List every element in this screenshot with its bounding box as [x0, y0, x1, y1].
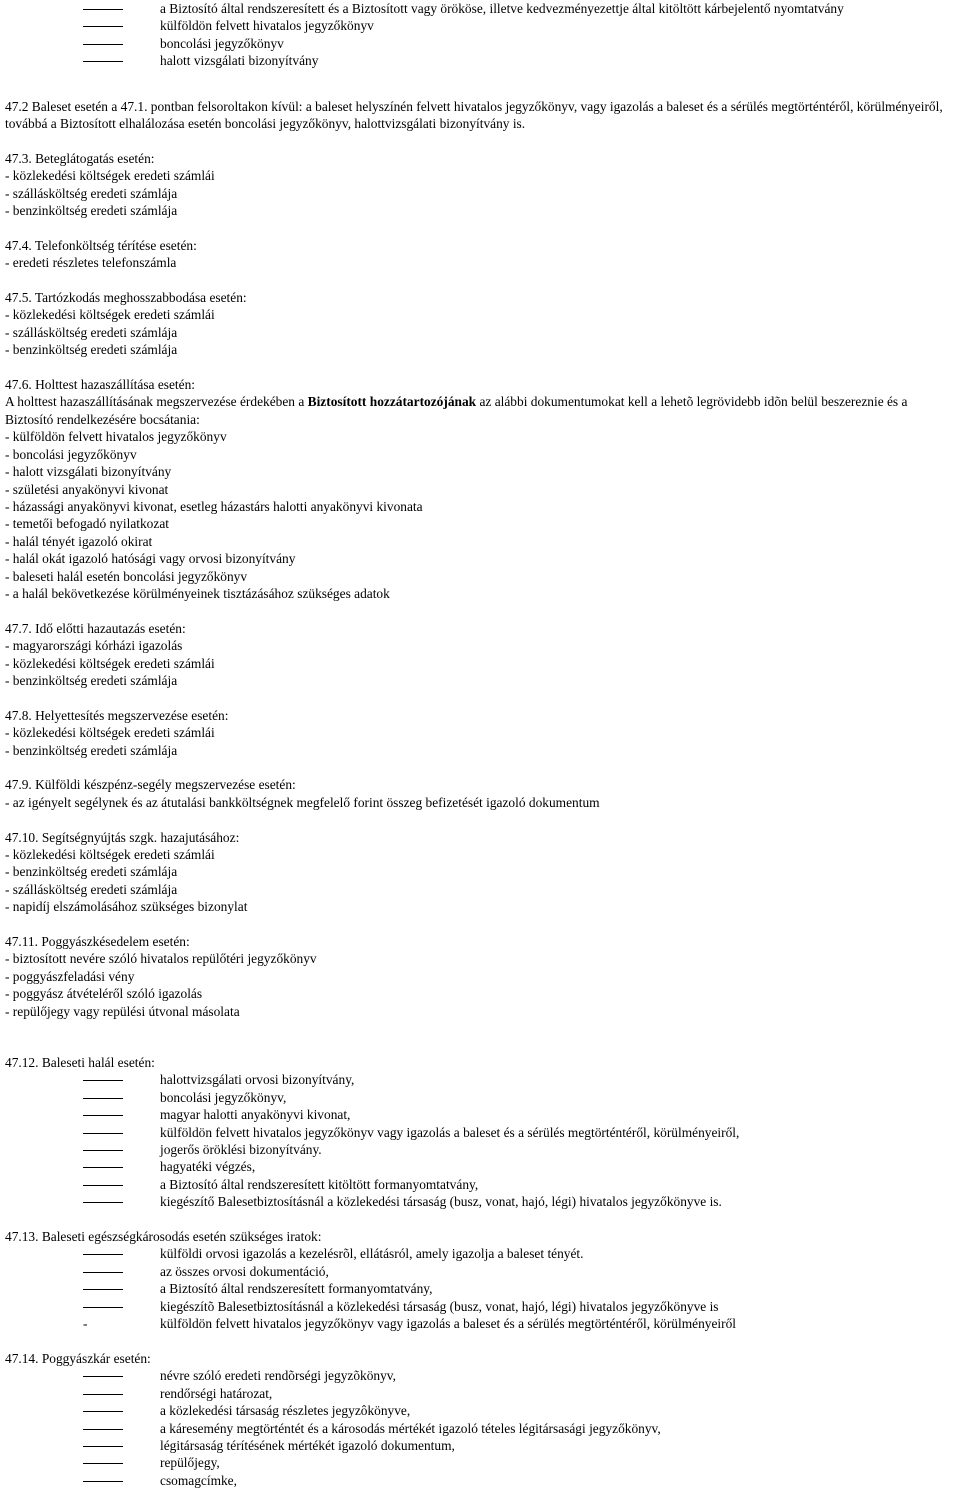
list-item: a Biztosító által rendszeresített és a Biztosított vagy örököse, illetve kedvezményezettje által kitöltött kárbejelentő nyomtatvány — [5, 0, 955, 17]
list-item: boncolási jegyzőkönyv, — [5, 1089, 955, 1106]
list-item: - benzinköltség eredeti számlája — [5, 203, 178, 219]
list-item: repülőjegy, — [5, 1454, 955, 1471]
section-title: 47.7. Idő előtti hazautazás esetén: — [5, 620, 186, 636]
list-item: rendőrségi határozat, — [5, 1385, 955, 1402]
section-title: 47.5. Tartózkodás meghosszabbodása esetén: — [5, 290, 247, 306]
section-47-7 — [5, 620, 955, 690]
list-item: - közlekedési költségek eredeti számlái — [5, 655, 215, 671]
dash-marker — [83, 1307, 123, 1308]
list-item: - külföldön felvett hivatalos jegyzőkönyv — [5, 429, 227, 445]
section-title: 47.8. Helyettesítés megszervezése esetén: — [5, 707, 229, 723]
list-item: - boncolási jegyzőkönyv — [5, 446, 137, 462]
section-title: 47.11. Poggyászkésedelem esetén: — [5, 933, 190, 949]
list-item: - szállásköltség eredeti számlája — [5, 324, 178, 340]
section-47-12 — [5, 1054, 955, 1211]
list-item: magyar halotti anyakönyvi kivonat, — [5, 1106, 955, 1123]
section-47-14 — [5, 1350, 955, 1489]
dash-marker — [83, 26, 123, 27]
section-paragraph: A holttest hazaszállításának megszervezése érdekében a Biztosított hozzátartozójának az alábbi dokumentumokat kell a lehetõ legrövidebb idõn belül beszereznie és a Biztosító rendelkezésére bocsátania: — [5, 394, 908, 427]
list-item: - külföldön felvett hivatalos jegyzőkönyv vagy igazolás a baleset és a sérülés megtörténtéről, körülményeiről — [83, 1316, 736, 1332]
list-item: - közlekedési költségek eredeti számlái — [5, 846, 215, 862]
dash-marker — [83, 1167, 123, 1168]
list-item: - benzinköltség eredeti számlája — [5, 864, 178, 880]
section-title: 47.9. Külföldi készpénz-segély megszervezése esetén: — [5, 777, 296, 793]
section-title: 47.14. Poggyászkár esetén: — [5, 1350, 151, 1366]
dash-marker — [83, 1289, 123, 1290]
dash-marker — [83, 1202, 123, 1203]
list-item: - magyarországi kórházi igazolás — [5, 638, 183, 654]
list-item: - közlekedési költségek eredeti számlái — [5, 725, 215, 741]
list-item: - közlekedési költségek eredeti számlái — [5, 168, 215, 184]
list-item: névre szóló eredeti rendõrségi jegyzõkönyv, — [5, 1367, 955, 1384]
list-item: légitársaság térítésének mértékét igazoló dokumentum, — [5, 1437, 955, 1454]
hyphen-marker: - — [83, 1316, 88, 1332]
list-item: - az igényelt segélynek és az átutalási bankköltségnek megfelelő forint összeg befizetését igazoló dokumentum — [5, 794, 600, 810]
dash-marker — [83, 1481, 123, 1482]
list-item: külföldi orvosi igazolás a kezelésrõl, ellátásról, amely igazolja a baleset tényét. — [5, 1245, 955, 1262]
intro-list — [5, 0, 955, 70]
list-item: - napidíj elszámolásához szükséges bizonylat — [5, 899, 248, 915]
list-item: a Biztosító által rendszeresített kitöltött formanyomtatvány, — [5, 1176, 955, 1193]
section-47-13 — [5, 1228, 955, 1332]
list-item: - poggyászfeladási vény — [5, 968, 135, 984]
section-47-8 — [5, 707, 955, 759]
list-item: a Biztosító által rendszeresített formanyomtatvány, — [5, 1280, 955, 1297]
list-item: - benzinköltség eredeti számlája — [5, 672, 178, 688]
dash-marker — [83, 1150, 123, 1151]
list-item: külföldön felvett hivatalos jegyzőkönyv — [5, 17, 955, 34]
dash-marker — [83, 1133, 123, 1134]
dash-marker — [83, 1185, 123, 1186]
list-item: - a halál bekövetkezése körülményeinek tisztázásához szükséges adatok — [5, 585, 390, 601]
dash-marker — [83, 1254, 123, 1255]
section-title: 47.4. Telefonköltség térítése esetén: — [5, 237, 197, 253]
dash-marker — [83, 61, 123, 62]
list-item: halottvizsgálati orvosi bizonyítvány, — [5, 1071, 955, 1088]
list-item: - eredeti részletes telefonszámla — [5, 255, 177, 271]
section-47-3 — [5, 150, 955, 220]
section-47-5 — [5, 289, 955, 359]
list-item: - szállásköltség eredeti számlája — [5, 185, 178, 201]
dash-marker — [83, 1411, 123, 1412]
section-47-2: 47.2 Baleset esetén a 47.1. pontban felsoroltakon kívül: a baleset helyszínén felvett hivatalos jegyzőkönyv, vagy igazolás a baleset és a sérülés megtörténtéről, körülményeiről, továbbá a Biztosított elhalálozása esetén boncolási jegyzőkönyv, halottvizsgálati bizonyítvány is. — [5, 98, 943, 132]
section-title: 47.3. Beteglátogatás esetén: — [5, 150, 155, 166]
dash-marker — [83, 1429, 123, 1430]
dash-marker — [83, 9, 123, 10]
list-item: kiegészítő Balesetbiztosításnál a közlekedési társaság (busz, vonat, hajó, légi) hivatalos jegyzőkönyve is. — [5, 1193, 955, 1210]
list-item: - halál tényét igazoló okirat — [5, 533, 153, 549]
list-item: - házassági anyakönyvi kivonat, esetleg házastárs halotti anyakönyvi kivonata — [5, 498, 423, 514]
section-47-4 — [5, 237, 955, 272]
list-item: csomagcímke, — [5, 1472, 955, 1489]
list-item: - szállásköltség eredeti számlája — [5, 881, 178, 897]
section-title: 47.10. Segítségnyújtás szgk. hazajutásához: — [5, 829, 240, 845]
dash-marker — [83, 1115, 123, 1116]
list-item: a közlekedési társaság részletes jegyzôkönyve, — [5, 1402, 955, 1419]
section-47-10 — [5, 829, 955, 916]
section-47-11 — [5, 933, 955, 1020]
list-item: - benzinköltség eredeti számlája — [5, 342, 178, 358]
dash-marker — [83, 1376, 123, 1377]
list-item: a káresemény megtörténtét és a károsodás mértékét igazoló tételes légitársasági jegyzőkönyv, — [5, 1420, 955, 1437]
list-item: külföldön felvett hivatalos jegyzőkönyv vagy igazolás a baleset és a sérülés megtörténtéről, körülményeiről, — [5, 1124, 955, 1141]
list-item: jogerős öröklési bizonyítvány. — [5, 1141, 955, 1158]
section-47-9 — [5, 776, 955, 811]
list-item: - közlekedési költségek eredeti számlái — [5, 307, 215, 323]
section-title: 47.13. Baleseti egészségkárosodás esetén szükséges iratok: — [5, 1229, 322, 1245]
list-item: boncolási jegyzőkönyv — [5, 35, 955, 52]
list-item: hagyatéki végzés, — [5, 1158, 955, 1175]
section-47-6 — [5, 376, 955, 602]
dash-marker — [83, 1394, 123, 1395]
list-item: az összes orvosi dokumentáció, — [5, 1263, 955, 1280]
section-title: 47.12. Baleseti halál esetén: — [5, 1055, 155, 1071]
dash-marker — [83, 44, 123, 45]
list-item: - születési anyakönyvi kivonat — [5, 481, 169, 497]
list-item: kiegészítõ Balesetbiztosításnál a közlekedési társaság (busz, vonat, hajó, légi) hivatalos jegyzőkönyve is — [5, 1298, 955, 1315]
list-item: - poggyász átvételéről szóló igazolás — [5, 986, 203, 1002]
dash-marker — [83, 1098, 123, 1099]
list-item: - baleseti halál esetén boncolási jegyzőkönyv — [5, 568, 248, 584]
dash-marker — [83, 1463, 123, 1464]
dash-marker — [83, 1272, 123, 1273]
dash-marker — [83, 1446, 123, 1447]
document-page — [5, 0, 955, 1489]
section-title: 47.6. Holttest hazaszállítása esetén: — [5, 377, 196, 393]
list-item: - biztosított nevére szóló hivatalos repülőtéri jegyzőkönyv — [5, 951, 317, 967]
list-item: - halál okát igazoló hatósági vagy orvosi bizonyítvány — [5, 551, 296, 567]
list-item: - repülőjegy vagy repülési útvonal másolata — [5, 1003, 240, 1019]
list-item: - benzinköltség eredeti számlája — [5, 742, 178, 758]
dash-marker — [83, 1080, 123, 1081]
list-item: - halott vizsgálati bizonyítvány — [5, 464, 172, 480]
list-item: halott vizsgálati bizonyítvány — [5, 52, 955, 69]
list-item: - temetői befogadó nyilatkozat — [5, 516, 169, 532]
